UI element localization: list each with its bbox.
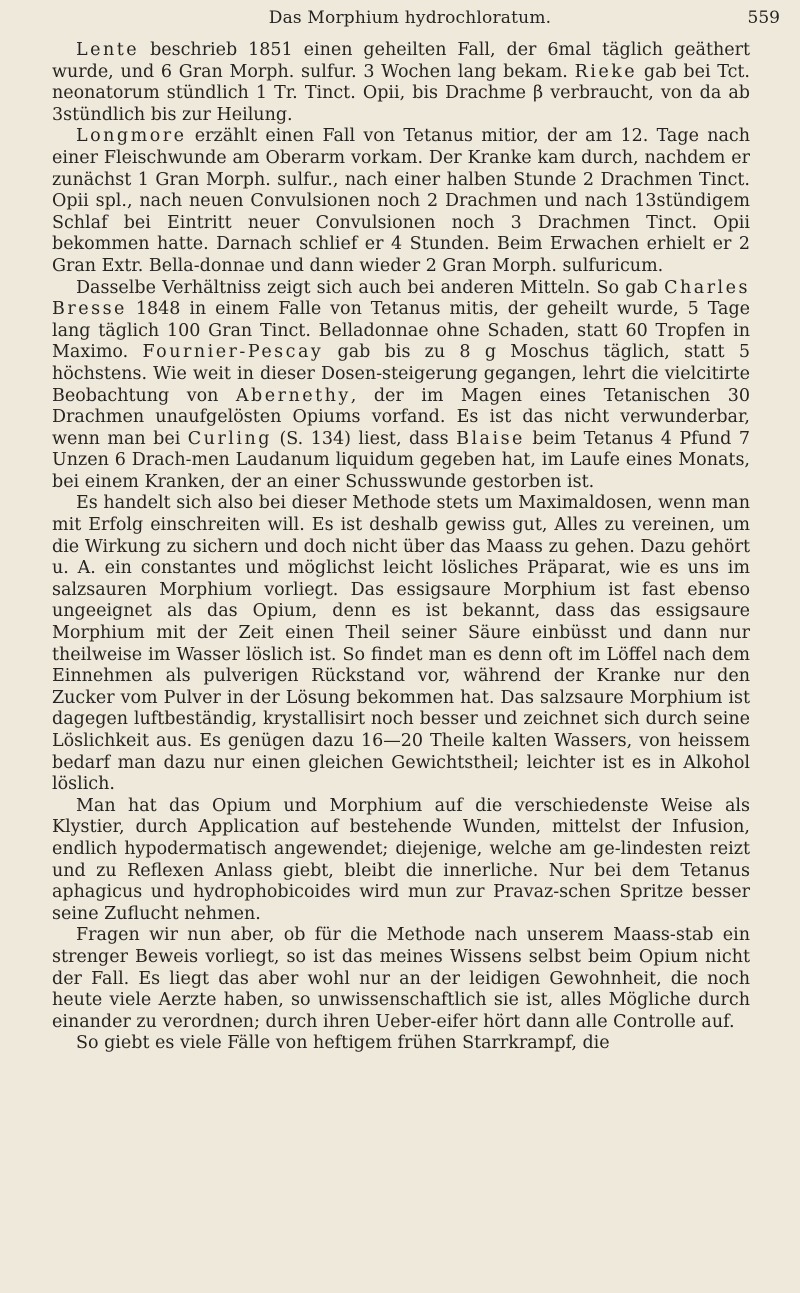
text-run: erzählt einen Fall von Tetanus mitior, der am 12. Tage nach einer Fleischwunde am Oberarm vorkam. Der Kranke kam durch, nachdem er zunächst 1 Gran Morph. sulfur., nach einer halben Stunde 2 Drachmen Tinct. Opii spl., nach neuen Convulsionen noch 2 Drachmen und nach 13stündigem Schlaf bei Eintritt neuer Convulsionen noch 3 Drachmen Tinct. Opii bekommen hatte. Darnach schlief er 4 Stunden. Beim Erwachen erhielt er 2 Gran Extr. Bella-donnae und dann wieder 2 Gran Morph. sulfuricum. — [52, 126, 750, 276]
paragraph — [52, 925, 750, 1033]
text-run: beschrieb 1851 einen geheilten Fall, der 6mal täglich geäthert wurde, und 6 Gran Morph. sulfur. 3 Wochen lang bekam. — [52, 40, 750, 82]
author-name: Curling — [187, 428, 272, 449]
text-run: , der im Magen eines Tetanischen 30 Drachmen unaufgelösten Opiums vorfand. Es ist das nicht verwunderbar, wenn man bei — [52, 385, 751, 449]
author-name: Fournier-Pescay — [142, 342, 324, 363]
paragraph — [52, 40, 750, 126]
text-run: So giebt es viele Fälle von heftigem frühen Starrkrampf, die — [76, 1033, 610, 1054]
author-name: Longmore — [76, 126, 187, 147]
author-name: Lente — [76, 40, 140, 60]
author-name: Blaise — [456, 428, 525, 449]
page-number: 559 — [747, 8, 780, 28]
text-run: beim Tetanus 4 Pfund 7 Unzen 6 Drach-men Laudanum liquidum gegeben hat, im Laufe eines Monats, bei einem Kranken, der an einer Schusswunde gestorben ist. — [52, 428, 750, 492]
running-header — [40, 6, 780, 36]
text-run: Dasselbe Verhältniss zeigt sich auch bei anderen Mitteln. So gab — [76, 277, 665, 298]
author-name: Rieke — [574, 61, 638, 82]
text-run: (S. 134) liest, dass — [271, 428, 457, 449]
body-text — [52, 40, 750, 1055]
paragraph — [52, 126, 750, 277]
text-run: 1848 in einem Falle von Tetanus mitis, der geheilt wurde, 5 Tage lang täglich 100 Gran Tinct. Belladonnae ohne Schaden, statt 60 Tropfen in Maximo. — [52, 299, 750, 363]
text-run: Man hat das Opium und Morphium auf die verschiedenste Weise als Klystier, durch Application auf bestehende Wunden, mittelst der Infusion, endlich hypodermatisch angewendet; diejenige, welche am ge-lindesten reizt und zu Reflexen Anlass giebt, bleibt die innerliche. Nur bei dem Tetanus aphagicus und hydrophobicoides wird mun zur Pravaz-schen Spritze besser seine Zuflucht nehmen. — [52, 795, 750, 924]
running-title: Das Morphium hydrochloratum. — [268, 8, 552, 28]
text-run: gab bis zu 8 g Moschus täglich, statt 5 höchstens. Wie weit in dieser Dosen-steigerung gegangen, lehrt die vielcitirte Beobachtung von — [52, 342, 750, 406]
author-name: Charles Bresse — [52, 277, 750, 320]
text-run: Fragen wir nun aber, ob für die Methode nach unserem Maass-stab ein strenger Beweis vorliegt, so ist das meines Wissens selbst beim Opium nicht der Fall. Es liegt das aber wohl nur an der leidigen Gewohnheit, die noch heute viele Aerzte haben, so unwissenschaftlich sie ist, alles Mögliche durch einander zu verordnen; durch ihren Ueber-eifer hört dann alle Controlle auf. — [52, 925, 750, 1032]
paragraph — [52, 1033, 750, 1055]
text-run: Es handelt sich also bei dieser Methode stets um Maximaldosen, wenn man mit Erfolg einschreiten will. Es ist deshalb gewiss gut, Alles zu vereinen, um die Wirkung zu sichern und doch nicht über das Maass zu gehen. Dazu gehört u. A. ein constantes und möglichst leicht lösliches Präparat, wie es uns im salzsauren Morphium vorliegt. Das essigsaure Morphium ist fast ebenso ungeeignet als das Opium, denn es ist bekannt, dass das essigsaure Morphium mit der Zeit einen Theil seiner Säure einbüsst und dann nur theilweise im Wasser löslich ist. So findet man es denn oft im Löffel nach dem Einnehmen als pulverigen Rückstand vor, während der Kranke nur den Zucker vom Pulver in der Lösung bekommen hat. Das salzsaure Morphium ist dagegen luftbeständig, krystallisirt noch besser und zeichnet sich durch seine Löslichkeit aus. Es genügen dazu 16—20 Theile kalten Wassers, von heissem bedarf man dazu nur einen gleichen Gewichtstheil; leichter ist es in Alkohol löslich. — [52, 493, 750, 795]
text-run: gab bei Tct. neonatorum stündlich 1 Tr. Tinct. Opii, bis Drachme β verbraucht, von da ab 3stündlich bis zur Heilung. — [52, 61, 750, 125]
paragraph — [52, 796, 750, 926]
author-name: Abernethy — [235, 385, 351, 406]
paragraph — [52, 493, 750, 795]
paragraph — [52, 278, 750, 494]
